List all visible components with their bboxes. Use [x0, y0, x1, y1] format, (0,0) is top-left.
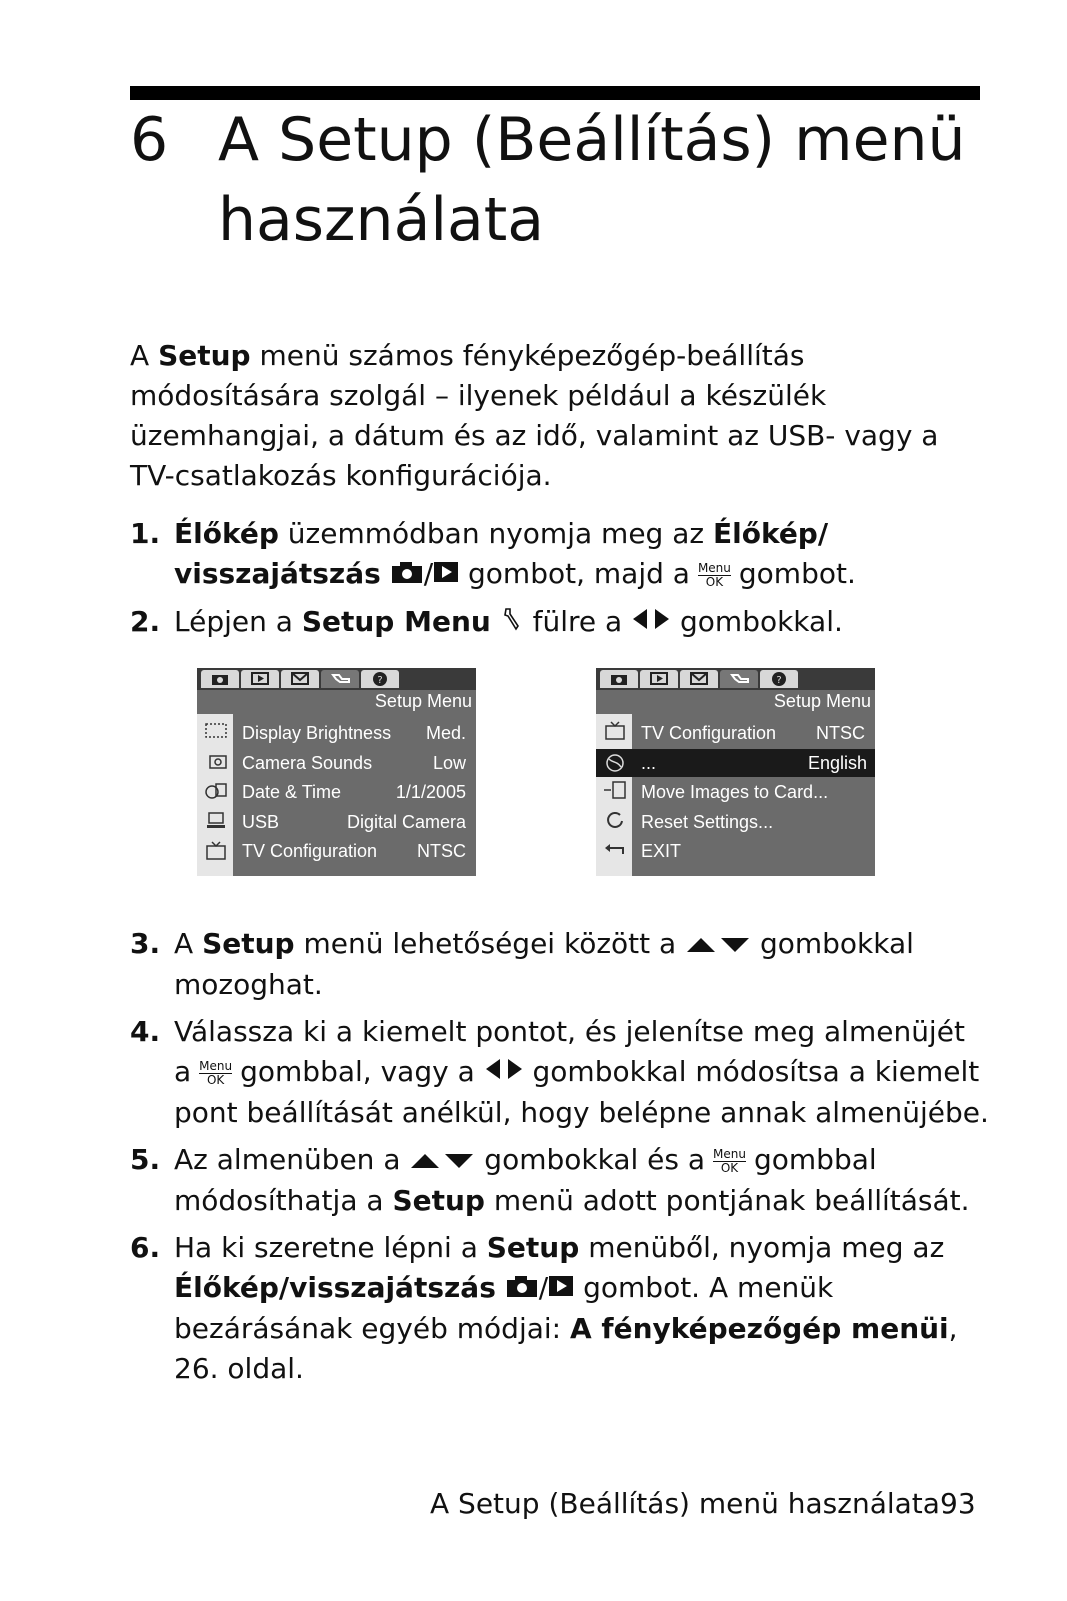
screen-icon-rail [197, 714, 233, 876]
camera-icon [390, 555, 424, 595]
left-right-arrows-icon [631, 603, 671, 643]
screen-tabs [596, 668, 875, 690]
menu-ok-icon: Menu OK [697, 560, 731, 589]
screen-tabs [197, 668, 476, 690]
tab-help [361, 670, 399, 688]
svg-text:?: ? [776, 675, 782, 686]
brightness-icon [204, 720, 228, 740]
sounds-icon [204, 750, 228, 770]
screen2-row-4: Reset Settings... [641, 812, 774, 832]
playback-icon [433, 555, 459, 595]
screen2-row-1: TV Configuration NTSC [641, 723, 865, 743]
step-4: 4. Válassza ki a kiemelt pontot, és jelenítse meg almenüjét a Menu OK gombbal, vagy a gombokkal módosítsa a kiemelt pont beállítását anélkül, hogy belépne annak almenüjébe. [130, 1015, 989, 1129]
screen1-row-3: Date & Time 1/1/2005 [242, 782, 466, 802]
up-down-arrows-icon [685, 925, 751, 965]
up-down-arrows-icon [409, 1141, 475, 1181]
tab-share [281, 670, 319, 688]
menu-ok-icon: Menu OK [713, 1146, 746, 1175]
steps-list-b [130, 924, 990, 1396]
page-footer: A Setup (Beállítás) menü használata [430, 1487, 940, 1520]
tab-capture [201, 670, 239, 688]
usb-icon [204, 810, 228, 830]
intro-paragraph: A Setup menü számos fényképezőgép-beállítás módosítására szolgál – ilyenek például a készülék üzemhangjai, a dátum és az idő, valamint az USB- vagy a TV-csatlakozás konfigurációja. [130, 339, 939, 492]
screen1-row-2: Camera Sounds Low [242, 753, 466, 773]
tab-setup [720, 670, 758, 688]
screen2-row-5: EXIT [641, 841, 682, 861]
step-1: 1. Élőkép üzemmódban nyomja meg az Élőkép/ visszajátszás / gombot, majd a Menu OK gombot. [130, 514, 990, 595]
tv-icon [204, 840, 228, 860]
steps-list-a [130, 514, 990, 650]
tab-playback [241, 670, 279, 688]
screen2-row-3: Move Images to Card... [641, 782, 829, 802]
playback-icon [548, 1269, 574, 1309]
left-right-arrows-icon [484, 1053, 524, 1093]
step-3: 3. A Setup menü lehetőségei között a gombokkal mozoghat. [130, 927, 914, 1001]
tab-playback [640, 670, 678, 688]
reset-icon [603, 810, 627, 830]
chapter-rule [130, 86, 980, 100]
screen1-row-5: TV Configuration NTSC [242, 841, 466, 861]
screen-header: Setup Menu [374, 691, 472, 711]
tab-capture [600, 670, 638, 688]
step-2: 2. Lépjen a Setup Menu fülre a gombokkal. [130, 602, 990, 643]
svg-text:?: ? [377, 675, 383, 686]
language-icon [603, 753, 627, 773]
step-6: 6. Ha ki szeretne lépni a Setup menüből, nyomja meg az Élőkép/visszajátszás / gombot. A menük bezárásának egyéb módjai: A fényképezőgép menüi, 26. oldal. [130, 1231, 958, 1385]
setup-menu-screen-1 [197, 668, 476, 876]
screen2-row-2-highlighted: ... English [596, 749, 875, 777]
chapter-title: A Setup (Beállítás) menü használata [218, 105, 966, 255]
screen1-row-4: USB Digital Camera [242, 812, 466, 832]
wrench-icon [500, 603, 524, 643]
chapter-number: 6 [130, 105, 169, 175]
exit-icon [603, 840, 627, 860]
screen-icon-rail [596, 714, 632, 876]
screen1-row-1: Display Brightness Med. [242, 723, 466, 743]
page-number: 93 [940, 1487, 976, 1520]
camera-icon [505, 1269, 539, 1309]
setup-menu-screen-2 [596, 668, 875, 876]
tab-help [760, 670, 798, 688]
menu-ok-icon: Menu OK [199, 1058, 233, 1087]
move-images-icon [603, 780, 627, 800]
tv-icon [603, 720, 627, 740]
tab-share [680, 670, 718, 688]
step-5: 5. Az almenüben a gombokkal és a Menu OK gombbal módosíthatja a Setup menü adott pontjának beállítását. [130, 1143, 970, 1217]
tab-setup [321, 670, 359, 688]
date-time-icon [204, 780, 228, 800]
screen-header: Setup Menu [773, 691, 871, 711]
